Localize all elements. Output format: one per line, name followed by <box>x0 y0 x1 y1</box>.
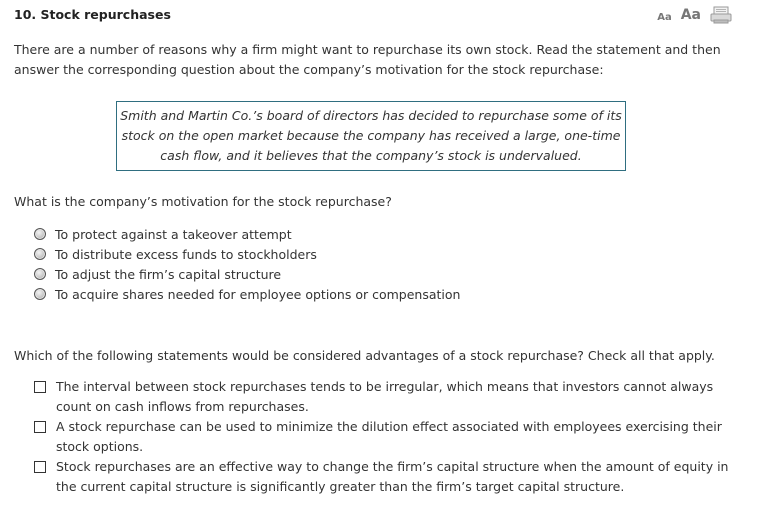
question-header <box>14 6 762 26</box>
checkbox[interactable] <box>34 381 46 393</box>
print-icon <box>710 6 732 24</box>
checkbox-option-change-capital-structure[interactable] <box>34 457 739 497</box>
radio-option-label: To acquire shares needed for employee options or compensation <box>55 286 461 302</box>
radio-button[interactable] <box>34 268 46 280</box>
intro-text: There are a number of reasons why a firm might want to repurchase its own stock. Read the statement and then answer the corresponding question about the company’s motivation for the stock repurchase: <box>14 42 721 77</box>
question1-options <box>34 224 460 304</box>
checkbox-option-irregular-interval[interactable] <box>34 377 739 417</box>
radio-option-takeover[interactable] <box>34 224 460 244</box>
statement-box <box>116 101 626 171</box>
question-title: 10. Stock repurchases <box>14 7 171 22</box>
radio-button[interactable] <box>34 228 46 240</box>
statement-line: Smith and Martin Co.’s board of directors has decided to repurchase some of its <box>120 108 622 123</box>
checkbox-option-dilution[interactable] <box>34 417 739 457</box>
question2-prompt: Which of the following statements would be considered advantages of a stock repurchase? Check all that apply. <box>14 348 715 363</box>
radio-option-distribute-funds[interactable] <box>34 244 460 264</box>
statement-line: stock on the open market because the company has received a large, one-time <box>121 128 621 143</box>
checkbox-option-label: Stock repurchases are an effective way to change the firm’s capital structure when the amount of equity in the current capital structure is significantly greater than the firm’s target capital structure. <box>56 459 729 494</box>
radio-button[interactable] <box>34 288 46 300</box>
radio-button[interactable] <box>34 248 46 260</box>
radio-option-label: To adjust the firm’s capital structure <box>55 266 282 282</box>
checkbox-option-label: The interval between stock repurchases tends to be irregular, which means that investors cannot always count on cash inflows from repurchases. <box>56 379 714 414</box>
checkbox-option-label: A stock repurchase can be used to minimize the dilution effect associated with employees exercising their stock options. <box>56 419 722 454</box>
radio-option-label: To protect against a takeover attempt <box>55 226 292 242</box>
checkbox[interactable] <box>34 421 46 433</box>
increase-font-button[interactable]: Aa <box>680 7 701 23</box>
checkbox[interactable] <box>34 461 46 473</box>
question2-options <box>34 377 739 497</box>
statement-line: cash flow, and it believes that the company’s stock is undervalued. <box>160 148 582 163</box>
toolbar <box>657 6 732 24</box>
radio-option-employee-options[interactable] <box>34 284 460 304</box>
decrease-font-button[interactable]: Aa <box>657 11 672 23</box>
radio-option-capital-structure[interactable] <box>34 264 460 284</box>
question1-prompt: What is the company’s motivation for the stock repurchase? <box>14 194 392 209</box>
radio-option-label: To distribute excess funds to stockholders <box>55 246 317 262</box>
print-button[interactable] <box>710 6 732 24</box>
